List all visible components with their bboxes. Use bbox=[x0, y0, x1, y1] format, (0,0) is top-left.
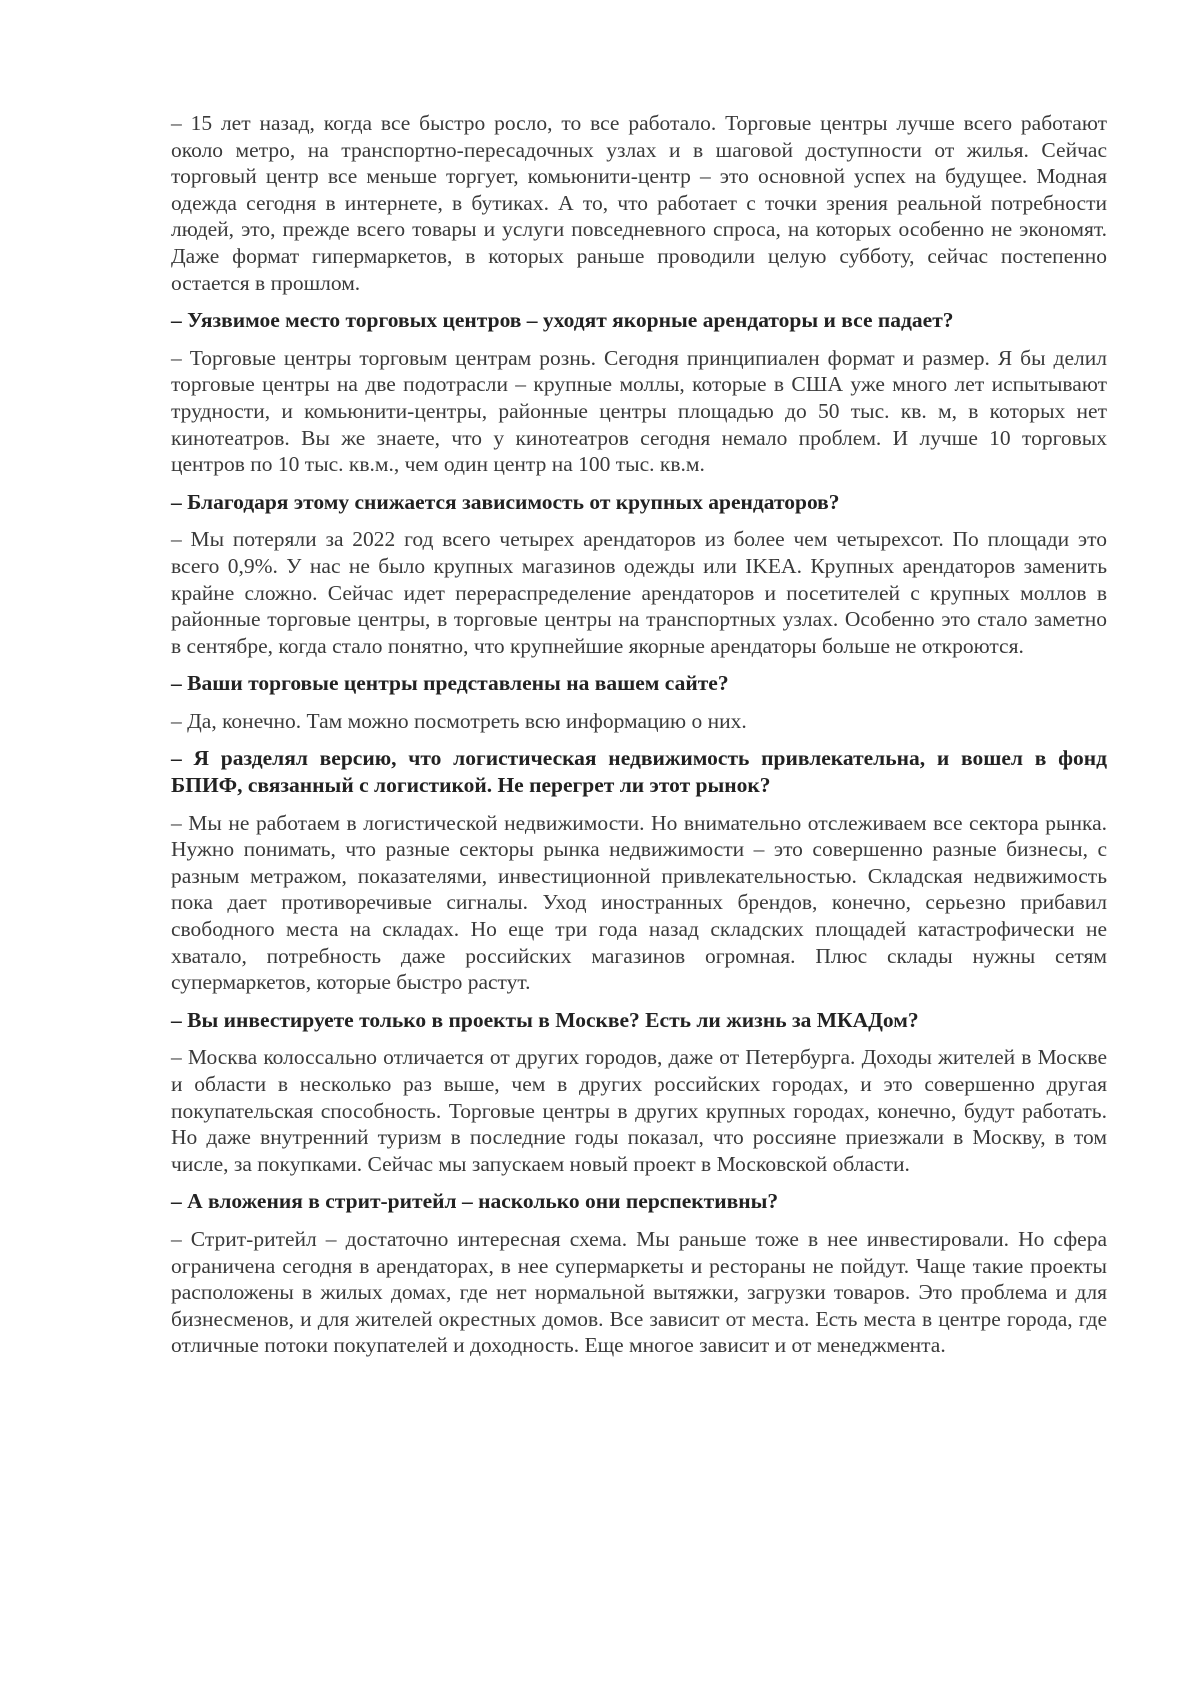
answer-paragraph: – Стрит-ритейл – достаточно интересная схема. Мы раньше тоже в нее инвестировали. Но сфера ограничена сегодня в арендаторах, в нее супермаркеты и рестораны не пойдут. Чаще такие проекты расположены в жилых домах, где нет нормальной вытяжки, загрузки товаров. Это проблема и для бизнесменов, и для жителей окрестных домов. Все зависит от места. Есть места в центре города, где отличные потоки покупателей и доходность. Еще многое зависит и от менеджмента. bbox=[171, 1226, 1107, 1358]
question-paragraph: – Я разделял версию, что логистическая недвижимость привлекательна, и вошел в фонд БПИФ, связанный с логистикой. Не перегрет ли этот рынок? bbox=[171, 746, 1107, 798]
answer-paragraph: – Да, конечно. Там можно посмотреть всю информацию о них. bbox=[171, 708, 747, 733]
question-paragraph: – Благодаря этому снижается зависимость от крупных арендаторов? bbox=[171, 489, 840, 514]
document-page bbox=[171, 110, 1107, 1370]
question-paragraph: – А вложения в стрит-ритейл – насколько они перспективны? bbox=[171, 1189, 779, 1214]
answer-paragraph: – 15 лет назад, когда все быстро росло, то все работало. Торговые центры лучше всего работают около метро, на транспортно-пересадочных узлах и в шаговой доступности от жилья. Сейчас торговый центр все меньше торгует, комьюнити-центр – это основной успех на будущее. Модная одежда сегодня в интернете, в бутиках. А то, что работает с точки зрения реальной потребности людей, это, прежде всего товары и услуги повседневного спроса, на которых особенно не экономят. Даже формат гипермаркетов, в которых раньше проводили целую субботу, сейчас постепенно остается в прошлом. bbox=[171, 111, 1107, 295]
answer-paragraph: – Мы не работаем в логистической недвижимости. Но внимательно отслеживаем все сектора рынка. Нужно понимать, что разные секторы рынка недвижимости – это совершенно разные бизнесы, с разным метражом, показателями, инвестиционной привлекательностью. Складская недвижимость пока дает противоречивые сигналы. Уход иностранных брендов, конечно, серьезно прибавил свободного места на складах. Но еще три года назад складских площадей катастрофически не хватало, потребность даже российских магазинов огромная. Плюс склады нужны сетям супермаркетов, которые быстро растут. bbox=[171, 810, 1107, 995]
answer-paragraph: – Торговые центры торговым центрам рознь. Сегодня принципиален формат и размер. Я бы делил торговые центры на две подотрасли – крупные моллы, которые в США уже много лет испытывают трудности, и комьюнити-центры, районные центры площадью до 50 тыс. кв. м, в которых нет кинотеатров. Вы же знаете, что у кинотеатров сегодня немало проблем. И лучше 10 торговых центров по 10 тыс. кв.м., чем один центр на 100 тыс. кв.м. bbox=[171, 345, 1107, 477]
question-paragraph: – Уязвимое место торговых центров – уходят якорные арендаторы и все падает? bbox=[171, 308, 954, 333]
question-paragraph: – Ваши торговые центры представлены на вашем сайте? bbox=[171, 671, 729, 696]
answer-paragraph: – Мы потеряли за 2022 год всего четырех арендаторов из более чем четырехсот. По площади это всего 0,9%. У нас не было крупных магазинов одежды или IKEA. Крупных арендаторов заменить крайне сложно. Сейчас идет перераспределение арендаторов и посетителей с крупных моллов в районные торговые центры, в торговые центры на транспортных узлах. Особенно это стало заметно в сентябре, когда стало понятно, что крупнейшие якорные арендаторы больше не откроются. bbox=[171, 527, 1107, 658]
answer-paragraph: – Москва колоссально отличается от других городов, даже от Петербурга. Доходы жителей в Москве и области в несколько раз выше, чем в других российских городах, и это совершенно другая покупательская способность. Торговые центры в других крупных городах, конечно, будут работать. Но даже внутренний туризм в последние годы показал, что россияне приезжали в Москву, в том числе, за покупками. Сейчас мы запускаем новый проект в Московской области. bbox=[171, 1045, 1107, 1176]
question-paragraph: – Вы инвестируете только в проекты в Москве? Есть ли жизнь за МКАДом? bbox=[171, 1007, 919, 1032]
